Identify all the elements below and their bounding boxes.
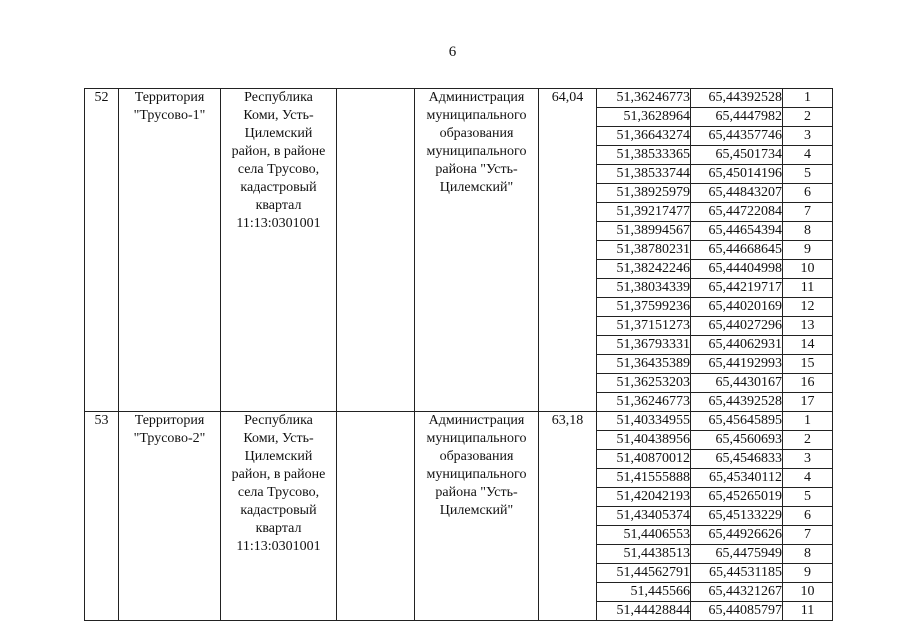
table-body — [85, 89, 833, 621]
point-number: 4 — [783, 469, 833, 488]
point-number: 11 — [783, 279, 833, 298]
table-row — [85, 412, 833, 431]
point-number: 7 — [783, 203, 833, 222]
point-latitude: 51,37151273 — [597, 317, 691, 336]
point-latitude: 51,3628964 — [597, 108, 691, 127]
territory-area: 64,04 — [539, 89, 597, 412]
point-number: 12 — [783, 298, 833, 317]
point-longitude: 65,44722084 — [691, 203, 783, 222]
point-latitude: 51,42042193 — [597, 488, 691, 507]
territory-location: Республика Коми, Усть- Цилемский район, в районе села Трусово, кадастровый квартал 11:13:0301001 — [221, 89, 337, 412]
point-latitude: 51,40334955 — [597, 412, 691, 431]
point-longitude: 65,45645895 — [691, 412, 783, 431]
point-latitude: 51,38034339 — [597, 279, 691, 298]
point-number: 6 — [783, 184, 833, 203]
empty-cell — [337, 89, 415, 412]
point-number: 8 — [783, 545, 833, 564]
record-number: 53 — [85, 412, 119, 621]
point-longitude: 65,44027296 — [691, 317, 783, 336]
point-latitude: 51,37599236 — [597, 298, 691, 317]
point-longitude: 65,45014196 — [691, 165, 783, 184]
point-number: 5 — [783, 165, 833, 184]
point-longitude: 65,44062931 — [691, 336, 783, 355]
point-latitude: 51,38925979 — [597, 184, 691, 203]
point-latitude: 51,36253203 — [597, 374, 691, 393]
point-latitude: 51,36435389 — [597, 355, 691, 374]
point-longitude: 65,44357746 — [691, 127, 783, 146]
point-latitude: 51,41555888 — [597, 469, 691, 488]
point-latitude: 51,38242246 — [597, 260, 691, 279]
point-number: 2 — [783, 108, 833, 127]
table-row — [85, 89, 833, 108]
point-latitude: 51,38994567 — [597, 222, 691, 241]
point-number: 15 — [783, 355, 833, 374]
point-number: 4 — [783, 146, 833, 165]
point-number: 10 — [783, 260, 833, 279]
territory-name: Территория "Трусово-2" — [119, 412, 221, 621]
point-number: 5 — [783, 488, 833, 507]
point-longitude: 65,44654394 — [691, 222, 783, 241]
point-longitude: 65,4501734 — [691, 146, 783, 165]
point-latitude: 51,44428844 — [597, 602, 691, 621]
point-longitude: 65,4430167 — [691, 374, 783, 393]
point-number: 3 — [783, 450, 833, 469]
point-longitude: 65,44531185 — [691, 564, 783, 583]
administration-name: Администрация муниципального образования муниципального района "Усть- Цилемский" — [415, 412, 539, 621]
point-latitude: 51,445566 — [597, 583, 691, 602]
point-longitude: 65,4560693 — [691, 431, 783, 450]
point-longitude: 65,44843207 — [691, 184, 783, 203]
point-number: 9 — [783, 564, 833, 583]
territory-location: Республика Коми, Усть- Цилемский район, в районе села Трусово, кадастровый квартал 11:13:0301001 — [221, 412, 337, 621]
point-number: 9 — [783, 241, 833, 260]
point-number: 3 — [783, 127, 833, 146]
point-latitude: 51,4438513 — [597, 545, 691, 564]
point-number: 16 — [783, 374, 833, 393]
point-longitude: 65,44192993 — [691, 355, 783, 374]
point-number: 10 — [783, 583, 833, 602]
territory-area: 63,18 — [539, 412, 597, 621]
record-number: 52 — [85, 89, 119, 412]
point-longitude: 65,44668645 — [691, 241, 783, 260]
point-latitude: 51,38533365 — [597, 146, 691, 165]
point-longitude: 65,4546833 — [691, 450, 783, 469]
point-longitude: 65,44020169 — [691, 298, 783, 317]
point-number: 17 — [783, 393, 833, 412]
point-longitude: 65,45340112 — [691, 469, 783, 488]
point-longitude: 65,44085797 — [691, 602, 783, 621]
point-latitude: 51,44562791 — [597, 564, 691, 583]
point-longitude: 65,44926626 — [691, 526, 783, 545]
point-longitude: 65,44321267 — [691, 583, 783, 602]
administration-name: Администрация муниципального образования муниципального района "Усть- Цилемский" — [415, 89, 539, 412]
point-longitude: 65,44404998 — [691, 260, 783, 279]
point-longitude: 65,44392528 — [691, 393, 783, 412]
point-latitude: 51,38780231 — [597, 241, 691, 260]
point-number: 2 — [783, 431, 833, 450]
point-number: 11 — [783, 602, 833, 621]
point-latitude: 51,40438956 — [597, 431, 691, 450]
point-number: 14 — [783, 336, 833, 355]
point-number: 7 — [783, 526, 833, 545]
point-latitude: 51,36246773 — [597, 393, 691, 412]
point-latitude: 51,36793331 — [597, 336, 691, 355]
point-latitude: 51,43405374 — [597, 507, 691, 526]
point-longitude: 65,44219717 — [691, 279, 783, 298]
page-number: 6 — [448, 44, 457, 60]
point-latitude: 51,4406553 — [597, 526, 691, 545]
point-longitude: 65,45265019 — [691, 488, 783, 507]
point-number: 6 — [783, 507, 833, 526]
point-latitude: 51,40870012 — [597, 450, 691, 469]
point-longitude: 65,4475949 — [691, 545, 783, 564]
point-latitude: 51,36246773 — [597, 89, 691, 108]
point-number: 8 — [783, 222, 833, 241]
point-number: 13 — [783, 317, 833, 336]
point-number: 1 — [783, 89, 833, 108]
point-longitude: 65,44392528 — [691, 89, 783, 108]
point-number: 1 — [783, 412, 833, 431]
empty-cell — [337, 412, 415, 621]
point-latitude: 51,36643274 — [597, 127, 691, 146]
point-longitude: 65,4447982 — [691, 108, 783, 127]
point-longitude: 65,45133229 — [691, 507, 783, 526]
point-latitude: 51,39217477 — [597, 203, 691, 222]
territories-table — [84, 88, 833, 621]
point-latitude: 51,38533744 — [597, 165, 691, 184]
territory-name: Территория "Трусово-1" — [119, 89, 221, 412]
